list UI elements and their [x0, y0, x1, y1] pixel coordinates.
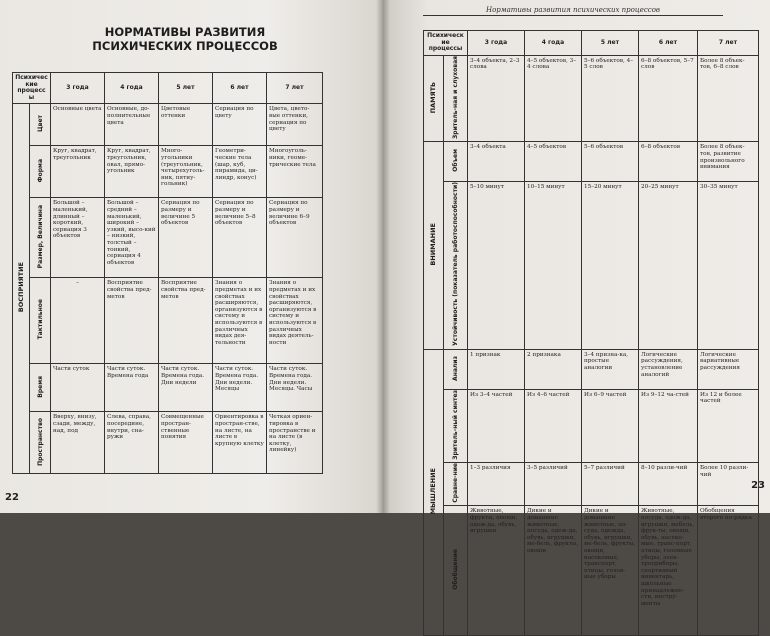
table-cell: Части суток. Времена года. Дни недели. Месяцы — [213, 364, 267, 412]
running-header: Нормативы развития психических процессов — [423, 6, 723, 16]
table-cell: 3–5 различий — [525, 463, 582, 506]
page-number: 22 — [5, 492, 19, 503]
group-cell — [424, 142, 444, 349]
left-norms-table — [12, 72, 323, 474]
table-cell: Восприятие свойства пред-метов — [105, 278, 159, 364]
table-cell: Совмещенные простран-ственные понятия — [159, 412, 213, 474]
age-header: 7 лет — [698, 31, 759, 56]
left-page — [0, 0, 383, 513]
table-row — [424, 506, 759, 636]
group-label: ВОСПРИЯТИЕ — [16, 262, 25, 313]
table-cell: Из 6–9 частей — [582, 389, 639, 462]
table-row — [424, 463, 759, 506]
row-label-cell — [444, 463, 468, 506]
table-cell: Из 4–6 частей — [525, 389, 582, 462]
book-gutter — [376, 0, 390, 513]
row-label-cell — [444, 389, 468, 462]
table-cell: 6–8 объектов, 5–7 слов — [639, 55, 698, 142]
row-label-cell — [444, 142, 468, 182]
table-cell: – — [51, 278, 105, 364]
table-cell: Знания о предметах и их свойствах расширяются, организуются в систему и используются в различных видах деятель-ности — [267, 278, 323, 364]
row-label: Время — [36, 375, 44, 398]
row-label-cell — [30, 278, 51, 364]
table-cell: Большой – маленький, длинный – короткий, сериация 3 объектов — [51, 198, 105, 278]
table-row — [13, 278, 323, 364]
row-label-cell — [444, 182, 468, 349]
row-label-cell — [30, 364, 51, 412]
table-cell: Слева, справа, посередине, внутри, сна-ружи — [105, 412, 159, 474]
table-cell: Сериация по размеру и величине 5 объектов — [159, 198, 213, 278]
table-cell: Части суток — [51, 364, 105, 412]
table-cell: 10–15 минут — [525, 182, 582, 349]
table-row — [13, 146, 323, 198]
table-cell: Цвета, цвето-вые оттенки, сериация по цвету — [267, 104, 323, 146]
table-cell: Вверху, внизу, сзади, между, над, под — [51, 412, 105, 474]
table-row — [13, 412, 323, 474]
table-cell: Дикие и домашние животные, по-суда, одежда, обувь, игрушки, ме-бель, фрукты, овощи, насекомые, транспорт, птицы, голов-ные уборы — [582, 506, 639, 636]
row-label-cell — [30, 198, 51, 278]
table-cell: Цветовые оттенки — [159, 104, 213, 146]
row-label: Тактильное — [36, 299, 44, 340]
age-header: 4 года — [105, 73, 159, 104]
page-title: НОРМАТИВЫ РАЗВИТИЯ ПСИХИЧЕСКИХ ПРОЦЕССОВ — [92, 25, 278, 53]
table-cell: 20–25 минут — [639, 182, 698, 349]
group-cell — [424, 349, 444, 636]
table-cell: 5–10 минут — [468, 182, 525, 349]
table-cell: Части суток. Времена года — [105, 364, 159, 412]
table-cell: Части суток. Времена года. Дни недели. Месяцы. Часы — [267, 364, 323, 412]
header-cell: Психические процессы — [13, 73, 51, 104]
table-row — [424, 389, 759, 462]
row-label: Сравне-ние — [452, 463, 459, 503]
table-cell: 4–5 объектов — [525, 142, 582, 182]
table-cell: 3–4 призна-ка, простые аналогии — [582, 349, 639, 389]
row-label-cell — [30, 412, 51, 474]
table-cell: Животные, фрукты, овощи, одеж-да, обувь, игрушки — [468, 506, 525, 636]
table-cell: Круг, квадрат, треугольник, овал, прямо-угольник — [105, 146, 159, 198]
group-label: ВНИМАНИЕ — [429, 222, 437, 266]
table-cell: 1 признак — [468, 349, 525, 389]
table-cell: Дикие и домашние животные, посуда, одеж-да, обувь, игрушки, ме-бель, фрукты, овощи — [525, 506, 582, 636]
table-cell: Сериация по размеру и величине 5–8 объектов — [213, 198, 267, 278]
table-cell: Сериация по цвету — [213, 104, 267, 146]
table-cell: Более 8 объек-тов, развитие произвольного внимания — [698, 142, 759, 182]
age-header: 7 лет — [267, 73, 323, 104]
table-cell: 5–7 различий — [582, 463, 639, 506]
table-row — [424, 182, 759, 349]
table-row — [13, 104, 323, 146]
table-cell: Основные цвета — [51, 104, 105, 146]
group-cell — [424, 55, 444, 142]
table-cell: 3–4 объекта — [468, 142, 525, 182]
age-header: 6 лет — [639, 31, 698, 56]
age-header: 5 лет — [159, 73, 213, 104]
table-cell: Четкая ориен-тировка в пространстве и на листе (в клетку, линейку) — [267, 412, 323, 474]
table-row — [424, 349, 759, 389]
table-cell: Круг, квадрат, треугольник — [51, 146, 105, 198]
group-cell — [13, 104, 30, 474]
table-cell: Знания о предметах и их свойствах расширяются, организуются в систему и используются в различных видах дея-тельности — [213, 278, 267, 364]
right-norms-table — [423, 30, 759, 636]
row-label-cell — [444, 349, 468, 389]
header-cell: Психические процессы — [424, 31, 468, 56]
table-cell: 15–20 минут — [582, 182, 639, 349]
table-cell: Много-угольники (треугольник, четырехуголь-ник, пятиу-гольник) — [159, 146, 213, 198]
table-cell: 6–8 объектов — [639, 142, 698, 182]
table-cell: Геометри-ческие тела (шар, куб, пирамида, ци-линдр, конус) — [213, 146, 267, 198]
row-label-cell — [30, 146, 51, 198]
table-cell: Восприятие свойства пред-метов — [159, 278, 213, 364]
table-cell: 5–6 объектов — [582, 142, 639, 182]
table-row — [424, 55, 759, 142]
table-cell: Из 9–12 ча-стей — [639, 389, 698, 462]
age-header: 3 года — [468, 31, 525, 56]
table-cell: Более 10 разли-чий — [698, 463, 759, 506]
page-number: 23 — [751, 480, 765, 491]
row-label: Обобщение — [452, 549, 459, 590]
table-cell: Ориентировка в простран-стве, на листе, на листе в крупную клетку — [213, 412, 267, 474]
row-label: Устойчивость (показатель работоспособности) — [452, 182, 459, 347]
table-cell: Более 8 объек-тов, 6–8 слов — [698, 55, 759, 142]
table-row — [424, 142, 759, 182]
row-label: Зритель-ный синтез — [452, 389, 459, 460]
row-label: Форма — [36, 158, 44, 183]
group-label: ПАМЯТЬ — [429, 81, 437, 113]
table-cell: Из 3–4 частей — [468, 389, 525, 462]
row-label: Объем — [452, 149, 459, 172]
table-cell: 3–4 объекта, 2–3 слова — [468, 55, 525, 142]
age-header: 6 лет — [213, 73, 267, 104]
table-cell: Логические рассуждения, установление аналогий — [639, 349, 698, 389]
table-cell: Части суток. Времена года. Дни недели — [159, 364, 213, 412]
table-header-row — [424, 31, 759, 56]
row-label: Зритель-ная и слуховая — [452, 55, 459, 139]
age-header: 5 лет — [582, 31, 639, 56]
table-cell: Основные, до-полнительные цвета — [105, 104, 159, 146]
table-cell: Сериация по размеру и величине 6–9 объектов — [267, 198, 323, 278]
row-label-cell — [444, 55, 468, 142]
age-header: 3 года — [51, 73, 105, 104]
table-row — [13, 364, 323, 412]
row-label: Цвет — [36, 115, 44, 133]
table-cell: Животные, посуда, одеж-да, игрушки, мебель, фрук-ты, овощи, обувь, насеко-мые, транс-порт, птицы, головные уборы, элек-троприборы, спортивный инвентарь, школьные принадлежно-сти, инстру-менты — [639, 506, 698, 636]
row-label-cell — [30, 104, 51, 146]
table-row — [13, 198, 323, 278]
table-cell: 4–5 объектов, 3–4 слова — [525, 55, 582, 142]
right-page — [383, 0, 770, 607]
table-cell: Большой – средний – маленький, широкий – узкий, высо-кий – низкий, толстый – тонкий, сериация 4 объектов — [105, 198, 159, 278]
row-label-cell — [444, 506, 468, 636]
table-cell: Из 12 и более частей — [698, 389, 759, 462]
group-label: МЫШЛЕНИЕ — [429, 468, 437, 515]
table-cell: 5–6 объектов, 4–5 слов — [582, 55, 639, 142]
table-cell: Логические вариативные рассуждения — [698, 349, 759, 389]
row-label: Анализ — [452, 355, 459, 381]
table-header-row — [13, 73, 323, 104]
table-cell: 30–35 минут — [698, 182, 759, 349]
age-header: 4 года — [525, 31, 582, 56]
row-label: Размер, Величина — [36, 204, 44, 269]
row-label: Пространство — [36, 417, 44, 466]
table-cell: 8–10 разли-чий — [639, 463, 698, 506]
table-cell: Многоуголь-ники, геоме-трические тела — [267, 146, 323, 198]
table-cell: 2 признака — [525, 349, 582, 389]
table-cell: Обобщения второго по-рядка — [698, 506, 759, 636]
table-cell: 1–3 различия — [468, 463, 525, 506]
